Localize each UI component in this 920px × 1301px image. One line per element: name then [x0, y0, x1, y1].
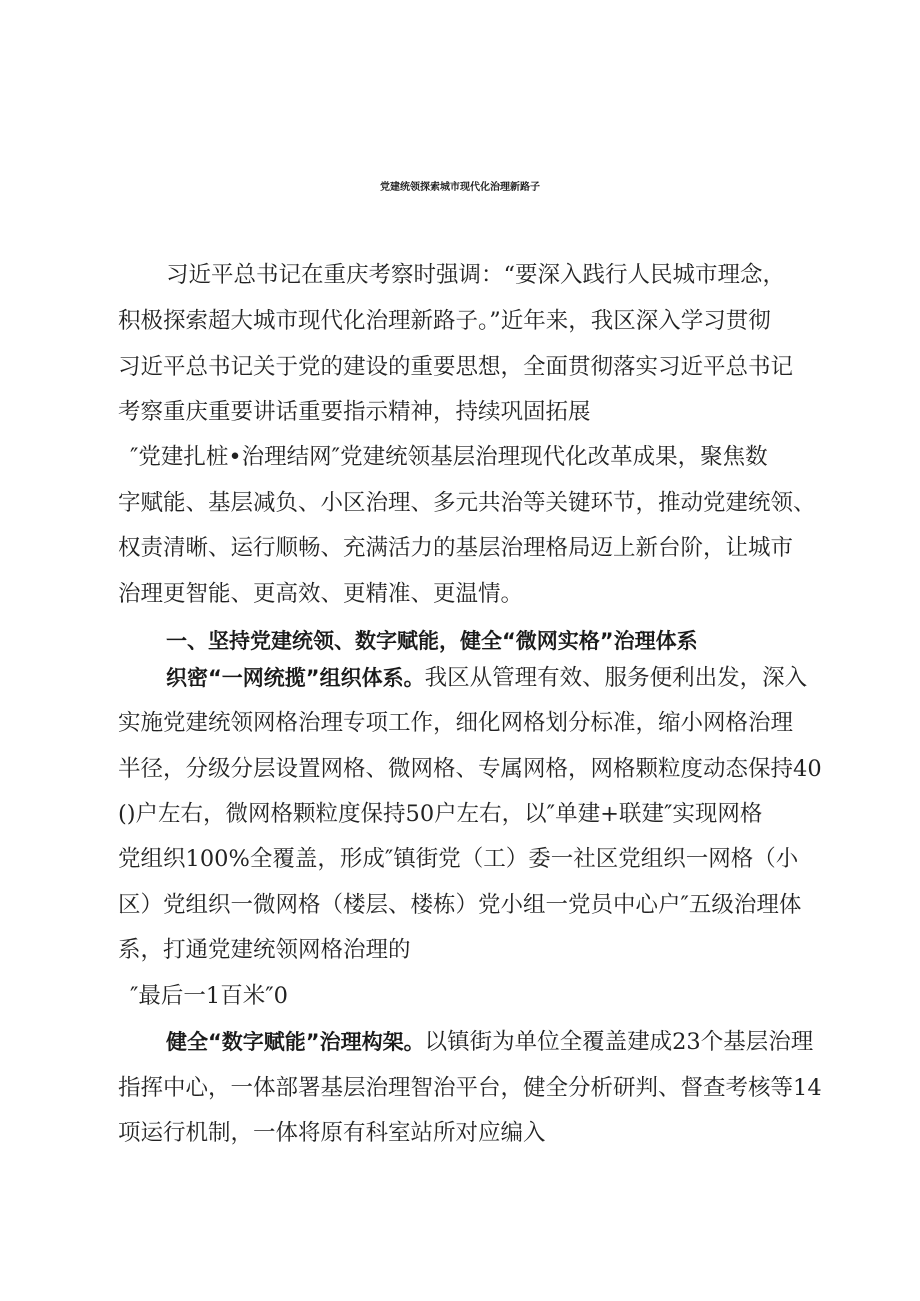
intro-line: 治理更智能、更高效、更精准、更温情。 [118, 581, 524, 607]
intro-line: 习近平总书记在重庆考察时强调：“要深入践行人民城市理念， [166, 262, 786, 288]
intro-line: ″党建扎桩•治理结网″党建统领基层治理现代化改革成果，聚焦数 [130, 444, 768, 470]
paragraph-first-line [166, 1026, 813, 1058]
document-title: 党建统领探索城市现代化治理新路子 [380, 182, 540, 193]
paragraph-lead: 健全“数字赋能”治理构架。 [166, 1030, 425, 1054]
paragraph-line: 系，打通党建统领网格治理的 [118, 937, 411, 963]
paragraph-first-line [166, 662, 807, 694]
intro-line: 积极探索超大城市现代化治理新路子。”近年来，我区深入学习贯彻 [118, 308, 771, 334]
intro-line: 考察重庆重要讲话重要指示精神，持续巩固拓展 [118, 399, 591, 425]
paragraph-line: ″最后一1百米″0 [130, 983, 288, 1009]
paragraph-line: 党组织100%全覆盖，形成″镇街党（工）委一社区党组织一网格（小 [118, 846, 799, 872]
section-heading: 一、坚持党建统领、数字赋能，健全“微网实格”治理体系 [166, 629, 698, 653]
paragraph-line: 半径，分级分层设置网格、微网格、专属网格，网格颗粒度动态保持40 [118, 756, 822, 782]
paragraph-line: 指挥中心，一体部署基层治理智治平台，健全分析研判、督查考核等14 [118, 1075, 822, 1101]
intro-line: 权责清晰、运行顺畅、充满活力的基层治理格局迈上新台阶，让城市 [118, 535, 794, 561]
paragraph-line: 实施党建统领网格治理专项工作，细化网格划分标准，缩小网格治理 [118, 710, 794, 736]
paragraph-line: ()户左右，微网格颗粒度保持50户左右，以″单建+联建″实现网格 [118, 801, 763, 827]
intro-line: 字赋能、基层减负、小区治理、多元共治等关键环节，推动党建统领、 [118, 490, 816, 516]
paragraph-text: 我区从管理有效、服务便利出发，深入 [424, 665, 808, 691]
paragraph-line: 区）党组织一微网格（楼层、楼栋）党小组一党员中心户″五级治理体 [118, 892, 802, 918]
paragraph-line: 项运行机制，一体将原有科室站所对应编入 [118, 1120, 546, 1146]
intro-line: 习近平总书记关于党的建设的重要思想，全面贯彻落实习近平总书记 [118, 354, 794, 380]
paragraph-text: 以镇街为单位全覆盖建成23个基层治理 [424, 1029, 814, 1055]
paragraph-lead: 织密“一网统揽”组织体系。 [166, 666, 425, 690]
